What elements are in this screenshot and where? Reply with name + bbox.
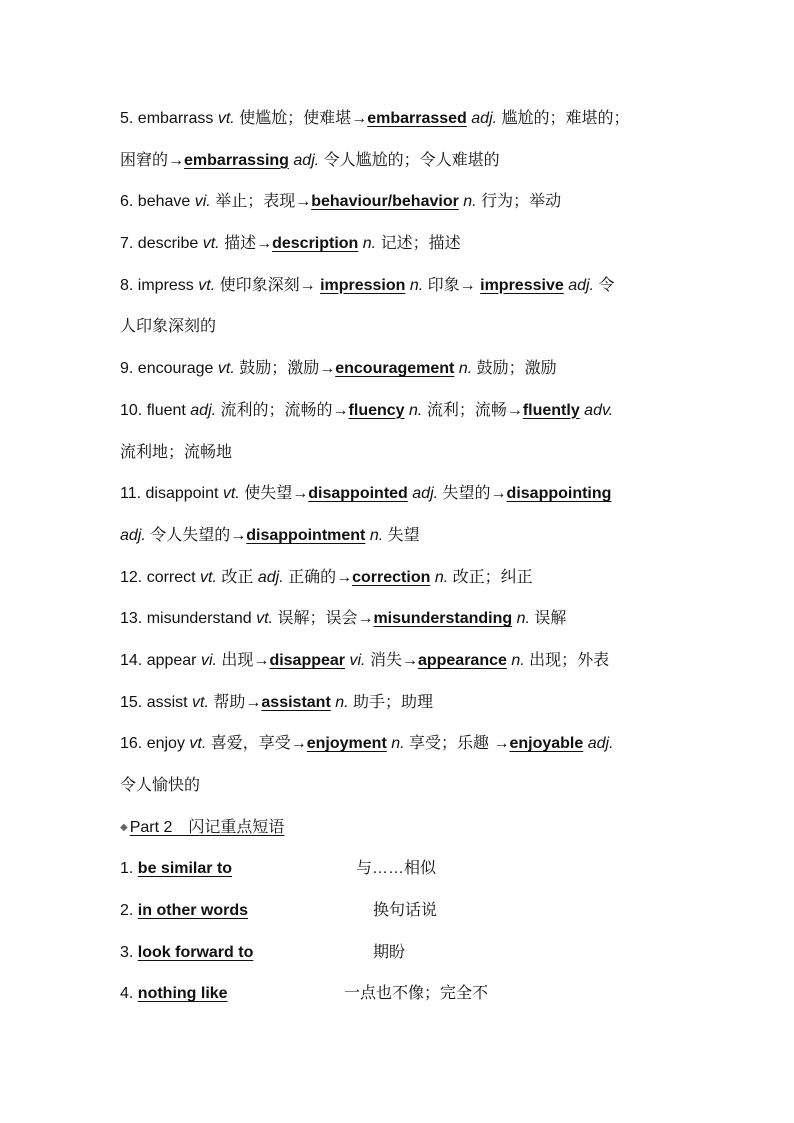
part-of-speech: vt. xyxy=(198,276,216,294)
phrase-meaning: 期盼 xyxy=(373,943,406,961)
derived-word: disappointed xyxy=(308,485,408,503)
section-title: Part 2 闪记重点短语 xyxy=(129,818,285,836)
item-number: 14. xyxy=(120,651,147,669)
meaning: 鼓励；激励 xyxy=(476,360,557,378)
meaning: 失望 xyxy=(387,526,420,544)
item-number: 4. xyxy=(120,985,138,1003)
part-of-speech: vt. xyxy=(217,360,235,378)
headword: disappoint xyxy=(145,485,219,503)
item-number: 13. xyxy=(120,610,147,628)
diamond-bullet-icon: ◆ xyxy=(120,821,128,833)
meaning: 改正 xyxy=(221,568,254,586)
part-of-speech: n. xyxy=(409,276,424,294)
part-of-speech: vi. xyxy=(200,651,217,669)
headword: misunderstand xyxy=(146,610,252,628)
part-of-speech: n. xyxy=(409,401,423,419)
meaning: 出现；外表 xyxy=(529,651,610,669)
part-of-speech: vt. xyxy=(192,693,209,711)
part-of-speech: n. xyxy=(458,360,473,378)
headword: impress xyxy=(137,276,194,294)
meaning: 喜爱，享受→ xyxy=(210,735,307,753)
derived-word: fluently xyxy=(522,401,580,419)
headword: correct xyxy=(146,568,196,586)
vocab-item-16-continued xyxy=(120,765,680,807)
part-of-speech: vi. xyxy=(349,651,366,669)
part-of-speech: vt. xyxy=(189,735,207,753)
part-of-speech: adj. xyxy=(293,151,320,169)
meaning: 令人尴尬的；令人难堪的 xyxy=(323,151,500,169)
meaning: 出现→ xyxy=(221,651,270,669)
part-of-speech: n. xyxy=(369,526,384,544)
meaning: 人印象深刻的 xyxy=(120,318,217,336)
part-of-speech: n. xyxy=(516,610,530,628)
meaning: 享受；乐趣 → xyxy=(409,735,510,753)
derived-word: embarrassed xyxy=(367,110,467,127)
meaning: 正确的→ xyxy=(288,568,353,586)
phrase-item-2 xyxy=(120,890,680,932)
part-of-speech: adv. xyxy=(584,401,614,419)
meaning: 描述→ xyxy=(224,235,273,253)
phrase-text: in other words xyxy=(137,902,249,920)
part-of-speech: vt. xyxy=(217,110,235,127)
part-of-speech: adj. xyxy=(190,401,217,419)
vocab-item-6 xyxy=(120,181,680,223)
derived-word: misunderstanding xyxy=(373,610,513,628)
meaning: 行为；举动 xyxy=(481,193,562,211)
item-number: 2. xyxy=(120,902,138,920)
vocab-item-16 xyxy=(120,723,680,765)
part-of-speech: adj. xyxy=(257,568,284,586)
derived-word: disappointing xyxy=(506,485,612,503)
vocab-item-5-continued xyxy=(120,140,680,182)
item-number: 1. xyxy=(120,860,138,878)
phrase-meaning: 一点也不像；完全不 xyxy=(344,985,489,1003)
meaning: 误解；误会→ xyxy=(277,610,374,628)
headword: describe xyxy=(137,235,199,253)
item-number: 7. xyxy=(120,235,138,253)
part-of-speech: vt. xyxy=(256,610,273,628)
phrase-text: nothing like xyxy=(137,985,228,1003)
vocab-item-7 xyxy=(120,223,680,265)
meaning: 印象→ xyxy=(427,276,481,294)
derived-word: embarrassing xyxy=(184,151,289,169)
item-number: 10. xyxy=(120,401,147,419)
derived-word: enjoyable xyxy=(509,735,584,753)
item-number: 3. xyxy=(120,943,138,961)
part-of-speech: n. xyxy=(362,235,377,253)
part-of-speech: adj. xyxy=(120,526,146,544)
item-number: 11. xyxy=(120,485,146,503)
headword: enjoy xyxy=(146,735,185,753)
vocab-item-8 xyxy=(120,265,680,307)
meaning: 失望的→ xyxy=(442,485,507,503)
meaning: 令人失望的→ xyxy=(150,526,247,544)
meaning: 令人愉快的 xyxy=(120,777,201,794)
part-of-speech: adj. xyxy=(471,110,498,127)
derived-word: disappear xyxy=(269,651,346,669)
vocab-item-10 xyxy=(120,390,680,432)
part-of-speech: adj. xyxy=(412,485,439,503)
derived-word: encouragement xyxy=(335,360,455,378)
meaning: 误解 xyxy=(534,610,567,628)
section-heading xyxy=(120,807,680,849)
part-of-speech: vt. xyxy=(200,568,217,586)
vocab-item-9 xyxy=(120,348,680,390)
part-of-speech: n. xyxy=(391,735,405,753)
item-number: 9. xyxy=(120,360,138,378)
vocabulary-page xyxy=(120,98,680,1015)
derived-word: impression xyxy=(320,276,406,294)
item-number: 5. xyxy=(120,110,138,127)
phrase-item-1 xyxy=(120,848,680,890)
part-of-speech: n. xyxy=(511,651,525,669)
vocab-item-14 xyxy=(120,640,680,682)
phrase-meaning: 与……相似 xyxy=(356,860,437,878)
derived-word: description xyxy=(272,235,359,253)
item-number: 12. xyxy=(120,568,147,586)
part-of-speech: vt. xyxy=(202,235,220,253)
meaning: 改正；纠正 xyxy=(452,568,533,586)
vocab-item-12 xyxy=(120,557,680,599)
vocab-item-13 xyxy=(120,598,680,640)
derived-word: disappointment xyxy=(246,526,366,544)
item-number: 16. xyxy=(120,735,147,753)
phrase-item-3 xyxy=(120,932,680,974)
headword: appear xyxy=(146,651,197,669)
meaning: 尴尬的；难堪的； xyxy=(501,110,630,127)
item-number: 15. xyxy=(120,693,147,711)
derived-word: behaviour/behavior xyxy=(311,193,459,211)
derived-word: appearance xyxy=(417,651,507,669)
meaning: 记述；描述 xyxy=(380,235,461,253)
derived-word: impressive xyxy=(480,276,564,294)
headword: fluent xyxy=(146,401,186,419)
meaning: 助手；助理 xyxy=(353,693,434,711)
item-number: 8. xyxy=(120,276,138,294)
vocab-item-15 xyxy=(120,682,680,724)
headword: behave xyxy=(137,193,191,211)
derived-word: enjoyment xyxy=(306,735,387,753)
derived-word: assistant xyxy=(261,693,331,711)
meaning: 使尴尬；使难堪→ xyxy=(239,110,368,127)
meaning: 令 xyxy=(598,276,615,294)
meaning: 流利地；流畅地 xyxy=(120,443,233,461)
meaning: 流利的；流畅的→ xyxy=(220,401,349,419)
part-of-speech: vt. xyxy=(222,485,240,503)
meaning: 鼓励；激励→ xyxy=(239,360,336,378)
headword: assist xyxy=(146,693,188,711)
part-of-speech: n. xyxy=(434,568,449,586)
part-of-speech: n. xyxy=(463,193,477,211)
part-of-speech: adj. xyxy=(568,276,594,294)
vocab-item-5 xyxy=(120,98,680,140)
meaning: 流利；流畅→ xyxy=(426,401,523,419)
part-of-speech: n. xyxy=(335,693,349,711)
derived-word: fluency xyxy=(348,401,405,419)
phrase-item-4 xyxy=(120,973,680,1015)
meaning: 使印象深刻→ xyxy=(219,276,321,294)
vocab-item-10-continued xyxy=(120,432,680,474)
headword: encourage xyxy=(137,360,214,378)
derived-word: correction xyxy=(352,568,431,586)
meaning: 消失→ xyxy=(369,651,418,669)
part-of-speech: vi. xyxy=(194,193,211,211)
headword: embarrass xyxy=(137,110,214,127)
item-number: 6. xyxy=(120,193,138,211)
meaning: 使失望→ xyxy=(244,485,309,503)
vocab-item-8-continued xyxy=(120,306,680,348)
meaning: 帮助→ xyxy=(213,693,262,711)
phrase-meaning: 换句话说 xyxy=(373,902,438,920)
phrase-text: look forward to xyxy=(137,943,254,961)
vocab-item-11 xyxy=(120,473,680,515)
meaning: 举止；表现→ xyxy=(215,193,312,211)
meaning: 困窘的→ xyxy=(120,151,185,169)
phrase-text: be similar to xyxy=(137,860,233,878)
vocab-item-11-continued xyxy=(120,515,680,557)
part-of-speech: adj. xyxy=(587,735,614,753)
